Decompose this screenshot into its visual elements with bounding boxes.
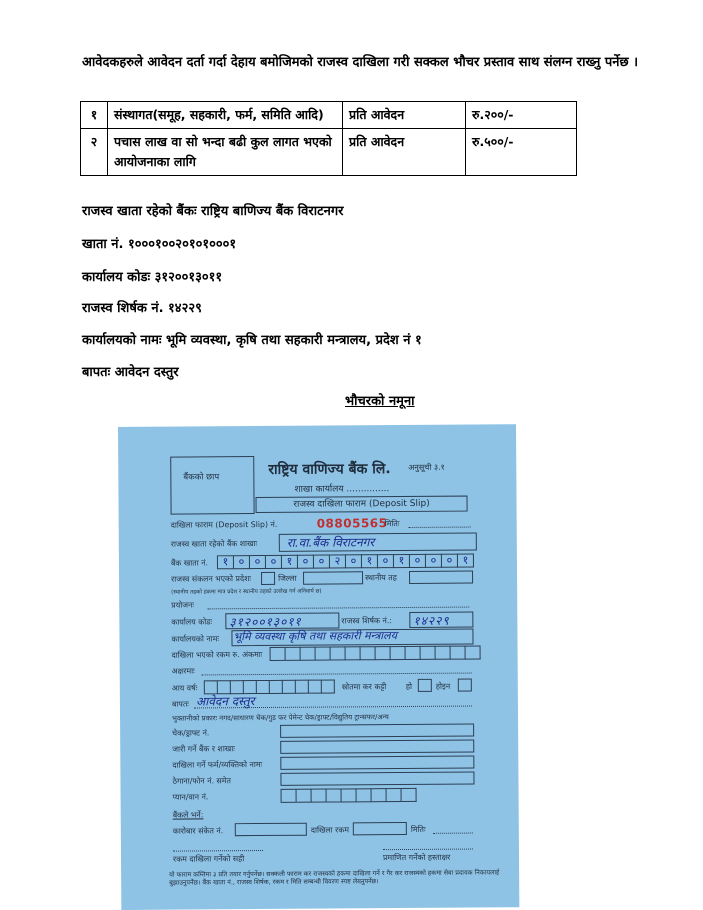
office-code-line: कार्यालय कोडः ३१२००१३०११ [82,270,223,285]
office-name-line: कार्यालयको नामः भूमि व्यवस्था, कृषि तथा सहकारी मन्त्रालय, प्रदेश नं १ [82,333,422,348]
purpose-line [207,607,469,610]
district-label: जिल्ला [278,573,297,583]
bank-line: राजस्व खाता रहेको बैंकः राष्ट्रिय बाणिज्य बैंक विराटनगर [82,204,344,219]
table-row [81,129,577,176]
fee-amount: रु.२००/- [466,102,577,129]
empty-cell [421,646,436,660]
account-digit-cell: ० [346,554,362,568]
slip-branch-office: शाखा कार्यालय ............... [294,484,390,495]
deposit-amount-box [353,822,407,835]
empty-cell [331,646,346,660]
fee-basis: प्रति आवेदन [343,102,466,129]
words-label: अक्षरमाः [171,666,195,676]
fee-description: संस्थागत(समूह, सहकारी, फर्म, समिति आदि) [108,102,343,129]
deposit-amount-label: दाखिला रकम [310,825,350,835]
date2-label: मितिः [410,824,426,834]
sample-title: भौचरको नमूना [345,394,415,409]
empty-cell [466,645,481,659]
slip-footer-note: यो फाराम कम्तिमा ३ प्रति तयार गर्नुपर्नेछ। सक्कली फाराम कर राजस्वको हकमा दाखिला गर्ने र गैर कर राजस्वको हकमा सेवा प्रदायक निकायलाई बुझाउनुपर्नेछ। बैंक खाता नं., राजस्व शिर्षक, रकम र मिति सम्बन्धी विवरण स्पष्ट लेख्नुपर्नेछ। [169,868,500,887]
because-value: आवेदन दस्तुर [195,694,255,709]
depositor-label: दाखिला गर्ने फर्म/व्यक्तिको नामः [172,760,263,770]
stamp-label: बैंकको छाप [183,472,220,483]
empty-cell [406,646,421,660]
no-box [458,679,472,692]
account-digit-cell: २ [330,554,346,568]
empty-cell [436,646,451,660]
revenue-head-label: राजस्व शिर्षक नं.: [341,616,392,626]
empty-cell [391,646,406,660]
empty-cell [451,646,466,660]
empty-cell [296,680,309,694]
yes-box [418,679,432,692]
slip-annex: अनुसूची ३.१ [408,462,445,472]
empty-cell [283,680,296,694]
txn-code-box [235,823,307,837]
slip-no-label: दाखिला फाराम (Deposit Slip) नं. [170,519,278,530]
fee-table [80,101,577,176]
pan-cells [281,788,417,803]
purpose-line: बापतः आवेदन दस्तुर [82,365,179,380]
empty-cell [301,647,316,661]
purpose-label: प्रयोजनः [171,600,194,610]
amount-label: दाखिला भएको रकम रु. अंकमाः [171,649,263,660]
empty-cell [342,788,357,802]
revenue-head-value: १४२२९ [413,613,450,628]
txn-code-label: कारोबार संकेत नं. [172,826,224,836]
account-digit-cell: ० [266,555,282,569]
no-label: होइन [435,681,451,691]
office-name-label: कार्यालयको नामः [171,634,219,644]
account-digit-cell: ० [378,554,394,568]
payment-type-label: भुक्तानीको प्रकारः नगद/साधारण चेक/गुड फर पेमेन्ट चेक/ड्राफ्ट/विद्युतिय ट्रान्सफर/अन्य [172,713,389,723]
account-digit-cell: ० [442,554,458,568]
empty-cell [316,647,331,661]
slip-form-title: राजस्व दाखिला फाराम (Deposit Slip) [255,496,467,513]
date2-line [433,833,473,834]
province-box [261,572,275,585]
yes-label: हो [405,681,413,691]
slip-serial-number: 08805565 [316,516,388,531]
empty-cell [346,646,361,660]
depositor-box [280,756,474,770]
province-note: (स्थानीय तहको हकमा मात्र प्रदेश र स्थानीय तहको उल्लेख गर्न अनिवार्य छ) [171,588,322,596]
account-digit-cell: ० [298,555,314,569]
office-name-value: भूमि व्यवस्था कृषि तथा सहकारी मन्त्रालय [233,629,397,644]
empty-cell [270,647,286,661]
cheque-box [280,724,474,738]
fee-sn: १ [81,102,108,129]
account-label: बैंक खाता नं. [170,558,209,568]
fee-basis: प्रति आवेदन [343,129,466,176]
bank-use-label: बैंकले भर्ने: [172,810,204,820]
empty-cell [372,788,387,802]
empty-cell [327,788,342,802]
address-box [280,772,474,786]
account-digit-cell: १ [458,554,474,568]
depositor-sign: रकम दाखिला गर्नेको सही [172,854,245,864]
address-label: ठेगाना/फोन नं. समेत [172,776,231,786]
empty-cell [402,788,417,802]
empty-cell [322,679,335,693]
local-box [409,571,473,584]
issuing-bank-box [280,740,474,754]
cheque-label: चेक/ड्राफ्ट नं. [172,728,210,738]
bank-branch-label: राजस्व खाता रहेको बैंक शाखाः [170,539,258,549]
empty-cell [257,680,270,694]
account-digit-cell: ० [426,554,442,568]
province-label: राजस्व संकलन भएको प्रदेशः [171,574,252,584]
account-digit-cell: १ [362,554,378,568]
words-line [202,673,472,676]
depositor-sign-line [173,850,263,852]
account-digit-cell: १ [394,554,410,568]
local-label: स्थानीय तह [365,573,397,583]
empty-cell [376,646,391,660]
bank-branch-value: रा.वा.बैंक विराटनगर [286,535,375,550]
empty-cell [286,647,301,661]
empty-cell [270,680,283,694]
account-digit-cell: ० [250,555,266,569]
because-label: बापतः [171,699,189,709]
account-digit-cell: ० [314,555,330,569]
fee-sn: २ [81,129,108,176]
district-box [303,571,363,584]
slip-date-label: मितिः [384,519,400,529]
empty-cell [297,789,312,803]
office-code-value: ३१२००१३०११ [229,614,302,630]
intro-paragraph: आवेदकहरुले आवेदन दर्ता गर्दा देहाय बमोजिमको राजस्व दाखिला गरी सक्कल भौचर प्रस्ताव साथ संलग्न राख्नु पर्नेछ । [82,55,639,70]
amount-cells [270,645,481,660]
table-row [81,102,577,129]
account-digit-cell: ० [410,554,426,568]
pan-label: प्यान/वान नं. [172,792,209,802]
account-line: खाता नं. १०००१००२०१०१०००१ [82,237,237,252]
deposit-slip-image [118,424,519,910]
empty-cell [312,789,327,803]
account-digit-cell: १ [282,555,298,569]
verifier-sign-line [383,849,473,851]
fiscal-year-label: आय वर्षः [171,683,198,693]
issuing-bank-label: जारी गर्ने बैंक र शाखाः [172,744,235,754]
deducted-label: स्रोतमा कर कट्टी [341,682,387,692]
date-line [409,527,471,528]
account-digit-cell: ० [234,555,250,569]
empty-cell [387,788,402,802]
fee-amount: रु.५००/- [466,129,577,176]
empty-cell [309,680,322,694]
revenue-head-line: राजस्व शिर्षक नं. १४२२९ [82,301,202,316]
office-code-label: कार्यालय कोडः [171,617,212,627]
empty-cell [357,788,372,802]
account-digit-cell: १ [217,555,234,569]
slip-bank-name: राष्ट्रिय वाणिज्य बैंक लि. [268,461,391,478]
fee-description: पचास लाख वा सो भन्दा बढी कुल लागत भएको आयोजनाका लागि [108,129,343,176]
account-number-cells [217,554,474,570]
empty-cell [281,789,297,803]
empty-cell [361,646,376,660]
bank-stamp-box [170,456,254,515]
verifier-sign: प्रमाणित गर्नेको हस्ताक्षर [382,852,451,863]
